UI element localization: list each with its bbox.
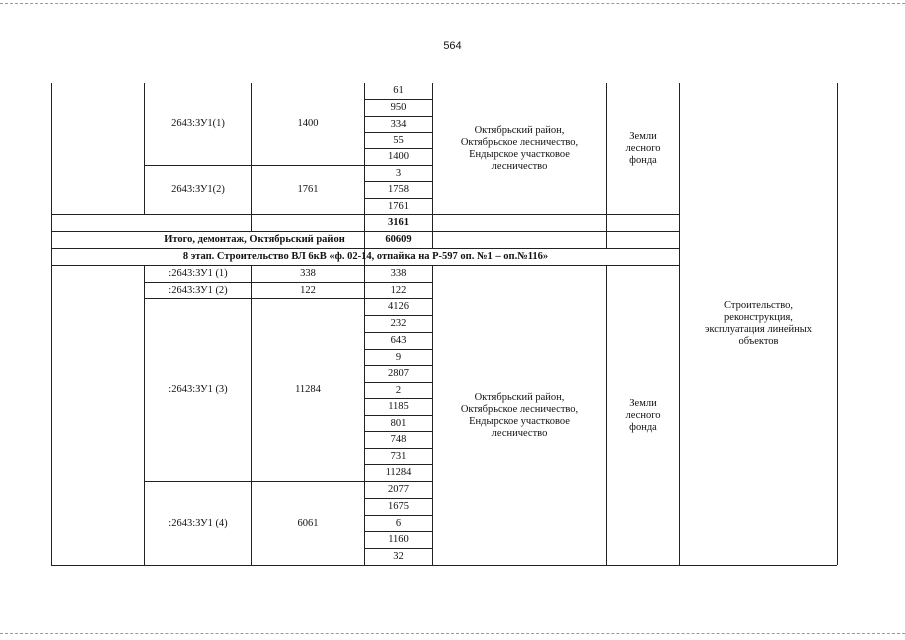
parcel-area: 338 — [300, 268, 316, 279]
parcel-code: :2643:ЗУ1 (1) — [168, 268, 228, 279]
part-area: 748 — [390, 434, 407, 445]
parcel-area: 6061 — [297, 517, 319, 529]
page-number: 564 — [443, 40, 462, 52]
part-area: 731 — [390, 450, 407, 462]
part-area: 950 — [390, 102, 407, 113]
part-area: 1185 — [388, 401, 409, 412]
part-area: 232 — [390, 318, 407, 329]
part-area: 6 — [395, 517, 402, 529]
part-area: 32 — [393, 551, 404, 562]
part-area: 1160 — [388, 534, 409, 545]
part-area: 1758 — [388, 184, 409, 195]
part-area: 1675 — [388, 501, 409, 512]
subtotal-value: 3161 — [388, 217, 409, 228]
parcel-area: 1400 — [297, 118, 319, 129]
part-area: 801 — [390, 417, 407, 429]
part-area: 1761 — [388, 200, 409, 212]
location-text: Октябрьский район, Октябрьское лесничество, Ендырское участковое лесничество — [460, 124, 579, 172]
part-area: 2807 — [388, 368, 409, 379]
total-label: Итого, демонтаж, Октябрьский район — [164, 234, 345, 245]
land-category-text: Земли лесного фонда — [625, 130, 661, 166]
parcel-area: 122 — [300, 284, 316, 296]
scan-artifact-bottom — [0, 633, 905, 634]
part-area: 2077 — [388, 484, 409, 495]
part-area: 4126 — [388, 301, 409, 312]
part-area: 334 — [390, 118, 407, 130]
part-area: 61 — [393, 85, 404, 96]
parcel-area: 11284 — [295, 384, 321, 395]
part-area: 122 — [390, 284, 407, 296]
parcel-code: 2643:ЗУ1(2) — [171, 184, 225, 195]
parcel-code: :2643:ЗУ1 (4) — [168, 517, 228, 529]
part-area: 9 — [395, 351, 402, 363]
parcel-code: :2643:ЗУ1 (2) — [168, 284, 228, 296]
location-text: Октябрьский район, Октябрьское лесничество, Ендырское участковое лесничество — [460, 391, 579, 439]
part-area: 1400 — [388, 151, 409, 162]
stage-header: 8 этап. Строительство ВЛ 6кВ «ф. 02-14, отпайка на Р-597 оп. №1 – оп.№116» — [182, 251, 549, 262]
scan-artifact-top — [0, 3, 905, 4]
parcel-code: :2643:ЗУ1 (3) — [168, 384, 228, 395]
parcel-code: 2643:ЗУ1(1) — [171, 118, 225, 129]
part-area: 338 — [390, 268, 407, 279]
part-area: 55 — [393, 134, 404, 146]
purpose-text: Строительство, реконструкция, эксплуатация линейных объектов — [704, 300, 813, 347]
part-area: 2 — [395, 384, 402, 396]
part-area: 643 — [390, 335, 407, 346]
total-value: 60609 — [385, 234, 412, 245]
part-area: 3 — [395, 167, 402, 179]
parcel-area: 1761 — [297, 184, 319, 195]
part-area: 11284 — [385, 467, 412, 478]
land-category-text: Земли лесного фонда — [625, 397, 661, 433]
